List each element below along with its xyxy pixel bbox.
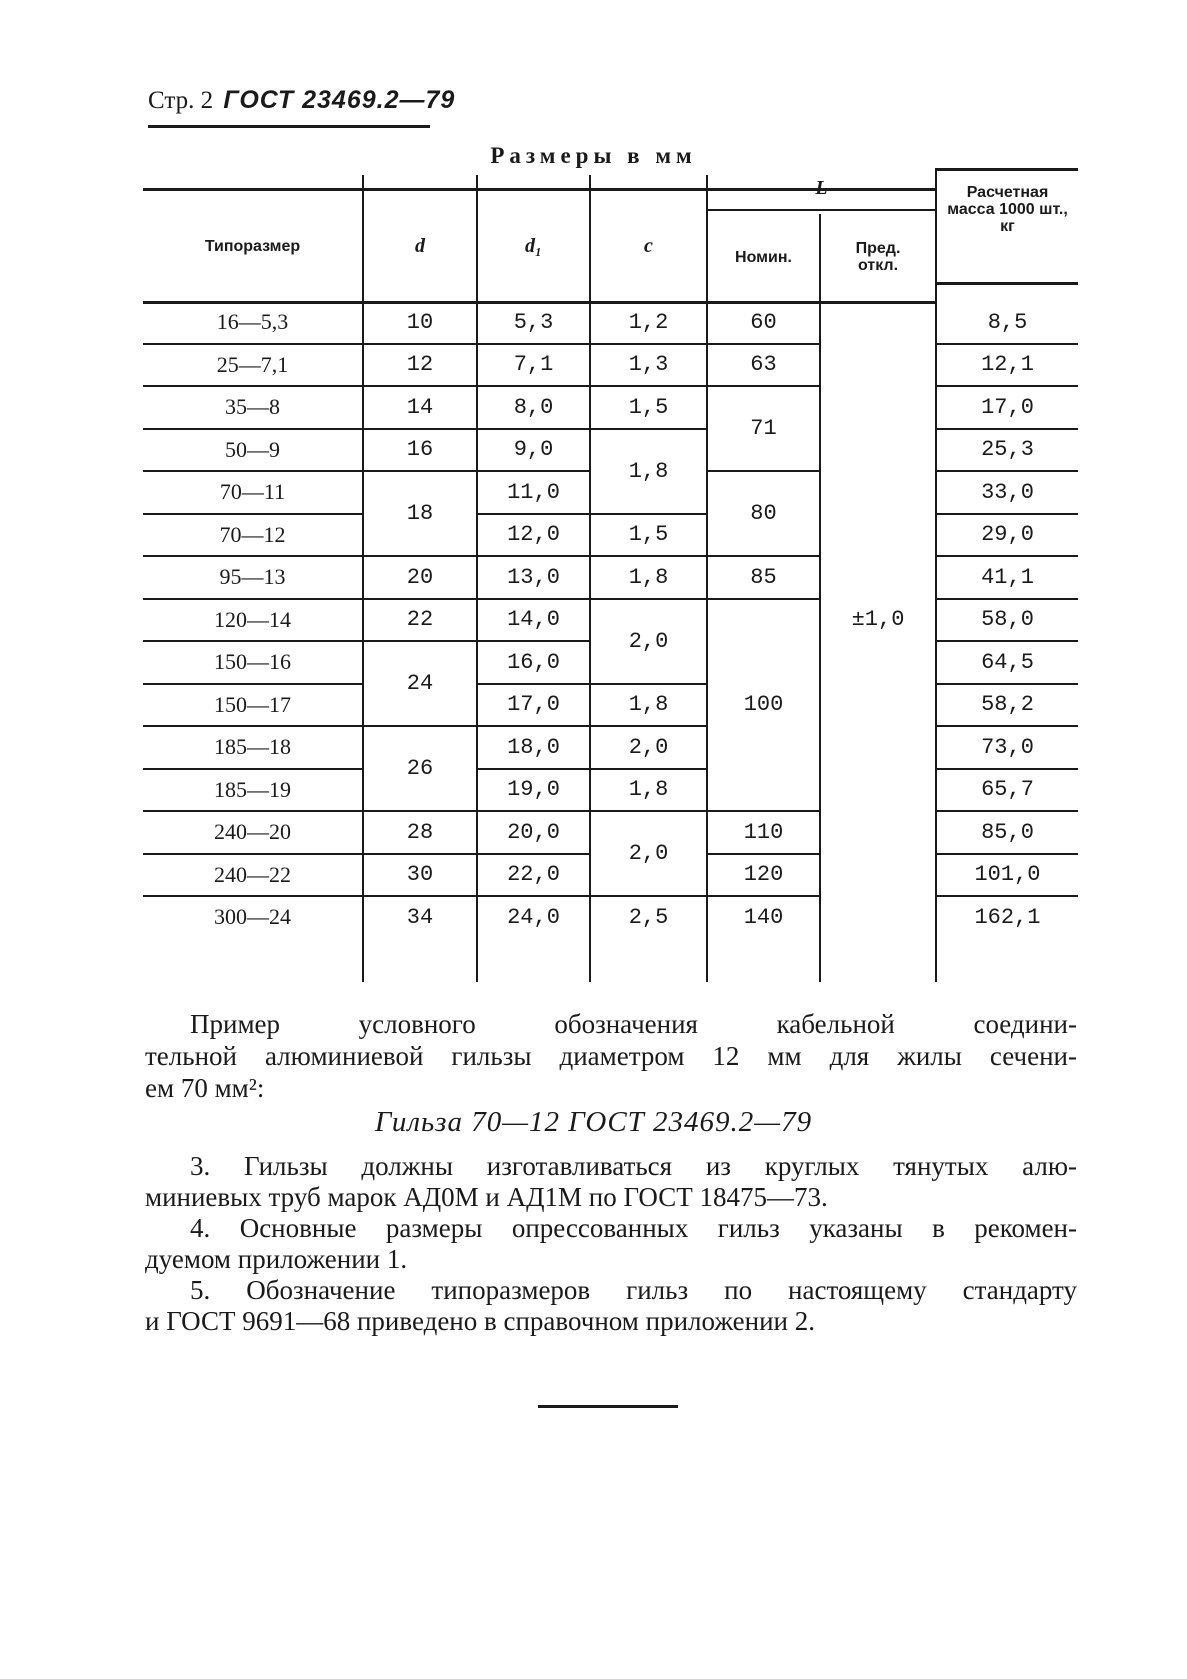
standard-number: ГОСТ 23469.2—79 <box>223 86 456 114</box>
cell-c-5: 1,8 <box>628 564 669 590</box>
cell-c-9: 1,8 <box>628 777 669 803</box>
cell-d1-4: 11,0 <box>507 479 560 505</box>
cell-tip-14: 300—24 <box>214 904 291 930</box>
cell-d1-9: 17,0 <box>507 692 560 718</box>
cell-tip-12: 240—20 <box>214 819 291 845</box>
page-number: Стр. 2 <box>148 87 214 114</box>
cell-c-2: 1,5 <box>628 394 669 420</box>
cell-tip-6: 95—13 <box>219 564 286 590</box>
example-line-1: Пример условного обозначения кабельной соедини- <box>190 1009 1077 1039</box>
header-L-label: L <box>815 176 828 199</box>
header-rule <box>148 125 430 128</box>
cell-d1-6: 13,0 <box>507 564 560 590</box>
header-L-tol <box>821 212 935 302</box>
cell-tip-1: 25—7,1 <box>216 351 289 377</box>
end-rule <box>538 1405 678 1408</box>
cell-mass-5: 29,0 <box>981 522 1034 548</box>
cell-d1-3: 9,0 <box>513 437 554 463</box>
header-mass <box>937 170 1078 282</box>
designation-example: Гильза 70—12 ГОСТ 23469.2—79 <box>374 1106 813 1138</box>
header-c <box>591 190 706 302</box>
cell-tip-7: 120—14 <box>214 606 291 632</box>
cell-d-7: 24 <box>406 671 434 696</box>
cell-d1-7: 14,0 <box>507 607 560 633</box>
dimensions-table <box>143 178 1078 980</box>
cell-d1-10: 18,0 <box>507 734 560 760</box>
cell-mass-13: 101,0 <box>974 862 1041 888</box>
cell-c-3: 1,8 <box>628 458 669 484</box>
cell-L-tol: ±1,0 <box>851 607 905 633</box>
cell-mass-11: 65,7 <box>981 777 1034 803</box>
cell-d1-0: 5,3 <box>513 309 554 335</box>
cell-mass-12: 85,0 <box>981 819 1034 845</box>
cell-tip-11: 185—19 <box>214 776 291 802</box>
cell-L-nom-6: 110 <box>743 819 784 845</box>
cell-c-10: 2,0 <box>628 841 669 866</box>
cell-d-10: 30 <box>406 862 434 888</box>
cell-mass-8: 64,5 <box>981 649 1034 675</box>
cell-c-0: 1,2 <box>628 309 669 335</box>
cell-L-nom-5: 100 <box>743 692 784 718</box>
item-4-line-2: дуемом приложении 1. <box>145 1244 408 1274</box>
cell-d-8: 26 <box>406 756 434 781</box>
cell-tip-8: 150—16 <box>214 649 291 675</box>
cell-L-nom-1: 63 <box>750 352 777 378</box>
header-tip-label: Типоразмер <box>204 237 301 255</box>
example-line-3: ем 70 мм²: <box>145 1073 265 1103</box>
cell-d-5: 20 <box>406 564 434 590</box>
header-d-label: d <box>415 234 425 257</box>
header-L-tol-line2: откл. <box>857 257 899 274</box>
cell-tip-5: 70—12 <box>219 521 286 547</box>
header-bottom-rule-right <box>935 282 1078 285</box>
cell-d1-11: 19,0 <box>507 777 560 803</box>
page-header <box>148 86 455 115</box>
cell-d1-12: 20,0 <box>507 819 560 845</box>
cell-d-1: 12 <box>406 352 434 378</box>
header-c-label: c <box>644 234 653 257</box>
header-L-tol-line1: Пред. <box>855 240 901 257</box>
cell-d-4: 18 <box>406 501 434 526</box>
header-L-nom-label: Номин. <box>735 248 792 266</box>
cell-d-9: 28 <box>406 819 434 845</box>
item-5-line-2: и ГОСТ 9691—68 приведено в справочном приложении 2. <box>145 1306 815 1336</box>
header-mass-line3: кг <box>1000 218 1015 235</box>
cell-d-3: 16 <box>406 437 434 463</box>
header-d1-label: d₁ <box>525 234 542 257</box>
cell-c-6: 2,0 <box>628 628 669 654</box>
cell-L-nom-2: 71 <box>750 416 777 441</box>
item-3-line-1: 3. Гильзы должны изготавливаться из круглых тянутых алю- <box>190 1151 1077 1181</box>
cell-mass-4: 33,0 <box>981 479 1034 505</box>
cell-d-6: 22 <box>406 607 434 633</box>
cell-c-7: 1,8 <box>628 692 669 718</box>
cell-tip-2: 35—8 <box>225 394 280 420</box>
cell-d-0: 10 <box>406 309 434 335</box>
cell-tip-10: 185—18 <box>214 734 291 760</box>
cell-d-2: 14 <box>406 394 434 420</box>
cell-d1-5: 12,0 <box>507 522 560 548</box>
cell-L-nom-7: 120 <box>743 862 784 888</box>
cell-d1-1: 7,1 <box>513 352 554 378</box>
cell-L-nom-4: 85 <box>750 564 777 590</box>
header-tip <box>143 190 362 302</box>
cell-tip-3: 50—9 <box>225 436 280 462</box>
cell-d1-2: 8,0 <box>513 394 554 420</box>
cell-tip-9: 150—17 <box>214 691 291 717</box>
cell-L-nom-3: 80 <box>750 501 777 526</box>
cell-mass-1: 12,1 <box>981 352 1034 378</box>
item-3-line-2: миниевых труб марок АД0М и АД1М по ГОСТ 18475—73. <box>145 1182 828 1212</box>
header-d1 <box>478 190 589 302</box>
header-d <box>364 190 476 302</box>
cell-mass-6: 41,1 <box>981 564 1034 590</box>
cell-mass-3: 25,3 <box>981 437 1034 463</box>
cell-mass-0: 8,5 <box>987 309 1028 335</box>
cell-c-11: 2,5 <box>628 904 669 930</box>
header-L-nom <box>708 212 819 302</box>
cell-d-11: 34 <box>406 904 434 930</box>
cell-d1-14: 24,0 <box>507 904 560 930</box>
header-L <box>708 166 935 210</box>
cell-tip-4: 70—11 <box>219 479 286 505</box>
item-5-line-1: 5. Обозначение типоразмеров гильз по настоящему стандарту <box>190 1275 1077 1305</box>
units-caption: Размеры в мм <box>490 143 697 168</box>
cell-c-1: 1,3 <box>628 352 669 378</box>
cell-L-nom-8: 140 <box>743 904 784 930</box>
cell-d1-13: 22,0 <box>507 862 560 888</box>
cell-mass-7: 58,0 <box>981 607 1034 633</box>
cell-mass-10: 73,0 <box>981 734 1034 760</box>
cell-d1-8: 16,0 <box>507 649 560 675</box>
cell-mass-9: 58,2 <box>981 692 1034 718</box>
cell-tip-13: 240—22 <box>214 861 291 887</box>
cell-L-nom-0: 60 <box>750 309 777 335</box>
header-mass-line1: Расчетная <box>966 184 1049 201</box>
cell-mass-14: 162,1 <box>974 904 1041 930</box>
cell-c-4: 1,5 <box>628 522 669 548</box>
example-line-2: тельной алюминиевой гильзы диаметром 12 мм для жилы сечени- <box>145 1041 1077 1071</box>
cell-tip-0: 16—5,3 <box>216 309 289 335</box>
item-4-line-1: 4. Основные размеры опрессованных гильз указаны в рекомен- <box>190 1213 1077 1243</box>
cell-c-8: 2,0 <box>628 734 669 760</box>
header-mass-line2: масса 1000 шт., <box>947 201 1068 218</box>
cell-mass-2: 17,0 <box>981 394 1034 420</box>
